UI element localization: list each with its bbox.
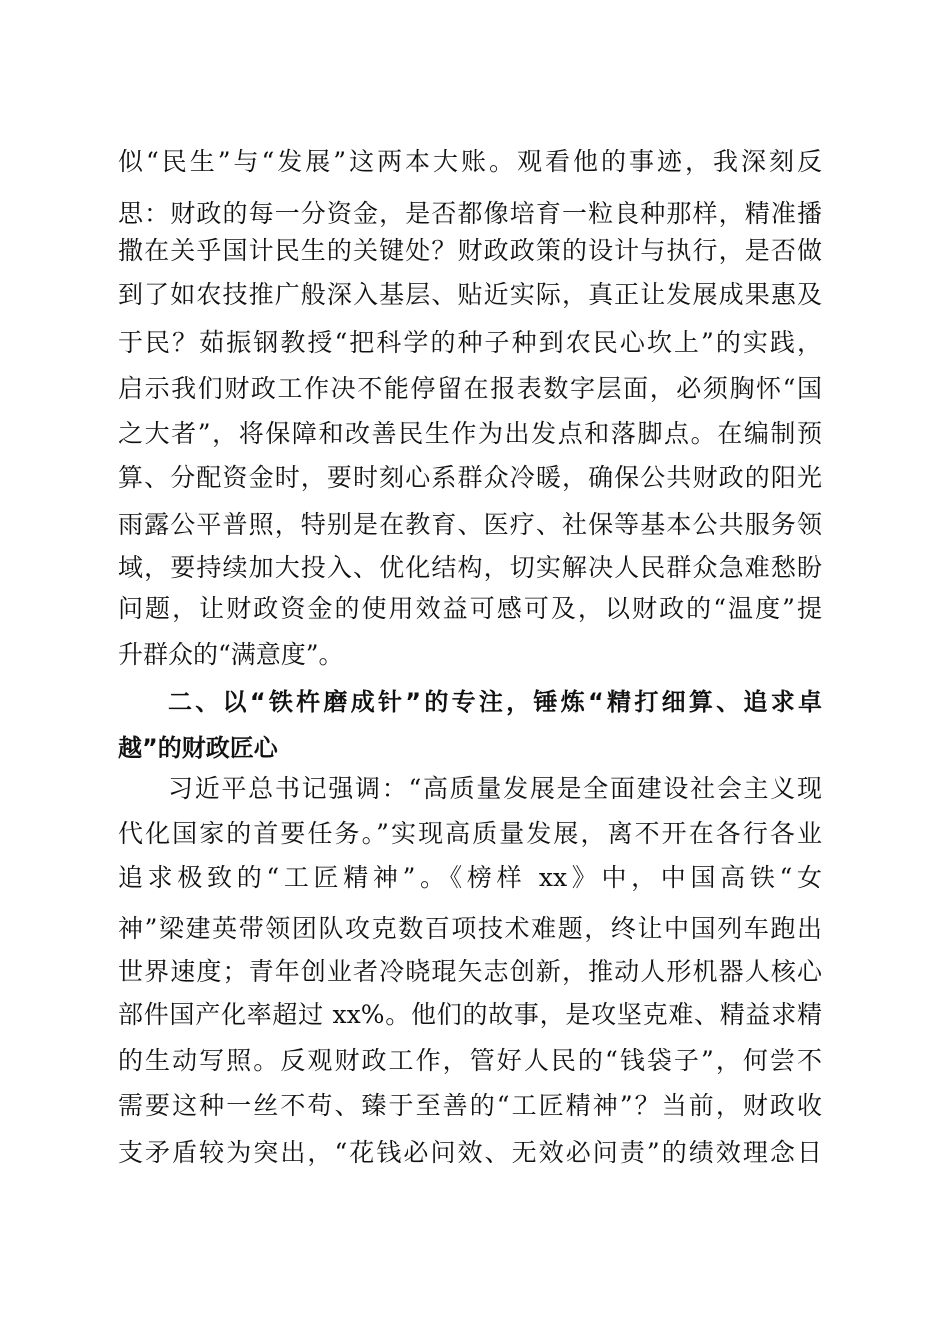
body-text-line: 支矛盾较为突出，“花钱必问效、无效必问责”的绩效理念日 [118, 1138, 822, 1167]
body-text-line: 需要这种一丝不苟、臻于至善的“工匠精神”？当前，财政收 [118, 1091, 822, 1120]
body-text-line: 到了如农技推广般深入基层、贴近实际，真正让发展成果惠及 [118, 280, 822, 309]
body-text-line: 于民？茹振钢教授“把科学的种子种到农民心坎上”的实践， [118, 328, 822, 357]
body-text-line: 部件国产化率超过 xx%。他们的故事，是攻坚克难、精益求精 [118, 1000, 822, 1029]
body-text-line: 之大者”，将保障和改善民生作为出发点和落脚点。在编制预 [118, 419, 822, 448]
body-text-line: 升群众的“满意度”。 [118, 640, 344, 669]
section-heading-continued: 越”的财政匠心 [118, 734, 278, 762]
body-text-line: 的生动写照。反观财政工作，管好人民的“钱袋子”，何尝不 [118, 1046, 822, 1075]
body-text-line: 习近平总书记强调：“高质量发展是全面建设社会主义现 [168, 774, 822, 803]
body-text-line: 雨露公平普照，特别是在教育、医疗、社保等基本公共服务领 [118, 510, 822, 539]
body-text-line: 神”梁建英带领团队攻克数百项技术难题，终让中国列车跑出 [118, 914, 822, 943]
body-text-line: 代化国家的首要任务。”实现高质量发展，离不开在各行各业 [118, 819, 822, 848]
body-text-line: 问题，让财政资金的使用效益可感可及，以财政的“温度”提 [118, 594, 822, 623]
body-text-line: 世界速度；青年创业者冷晓琨矢志创新，推动人形机器人核心 [118, 957, 822, 986]
section-heading: 二、以“铁杵磨成针”的专注，锤炼“精打细算、追求卓 [168, 688, 822, 716]
body-text-line: 思：财政的每一分资金，是否都像培育一粒良种那样，精准播 [118, 199, 822, 228]
body-text-line: 追求极致的“工匠精神”。《榜样 xx》中，中国高铁“女 [118, 863, 822, 892]
body-text-line: 撒在关乎国计民生的关键处？财政政策的设计与执行，是否做 [118, 236, 822, 265]
body-text-line: 启示我们财政工作决不能停留在报表数字层面，必须胸怀“国 [118, 374, 822, 403]
body-text-line: 算、分配资金时，要时刻心系群众冷暖，确保公共财政的阳光 [118, 463, 822, 492]
body-text-line: 域，要持续加大投入、优化结构，切实解决人民群众急难愁盼 [118, 553, 822, 582]
body-text-line: 似“民生”与“发展”这两本大账。观看他的事迹，我深刻反 [118, 147, 822, 176]
